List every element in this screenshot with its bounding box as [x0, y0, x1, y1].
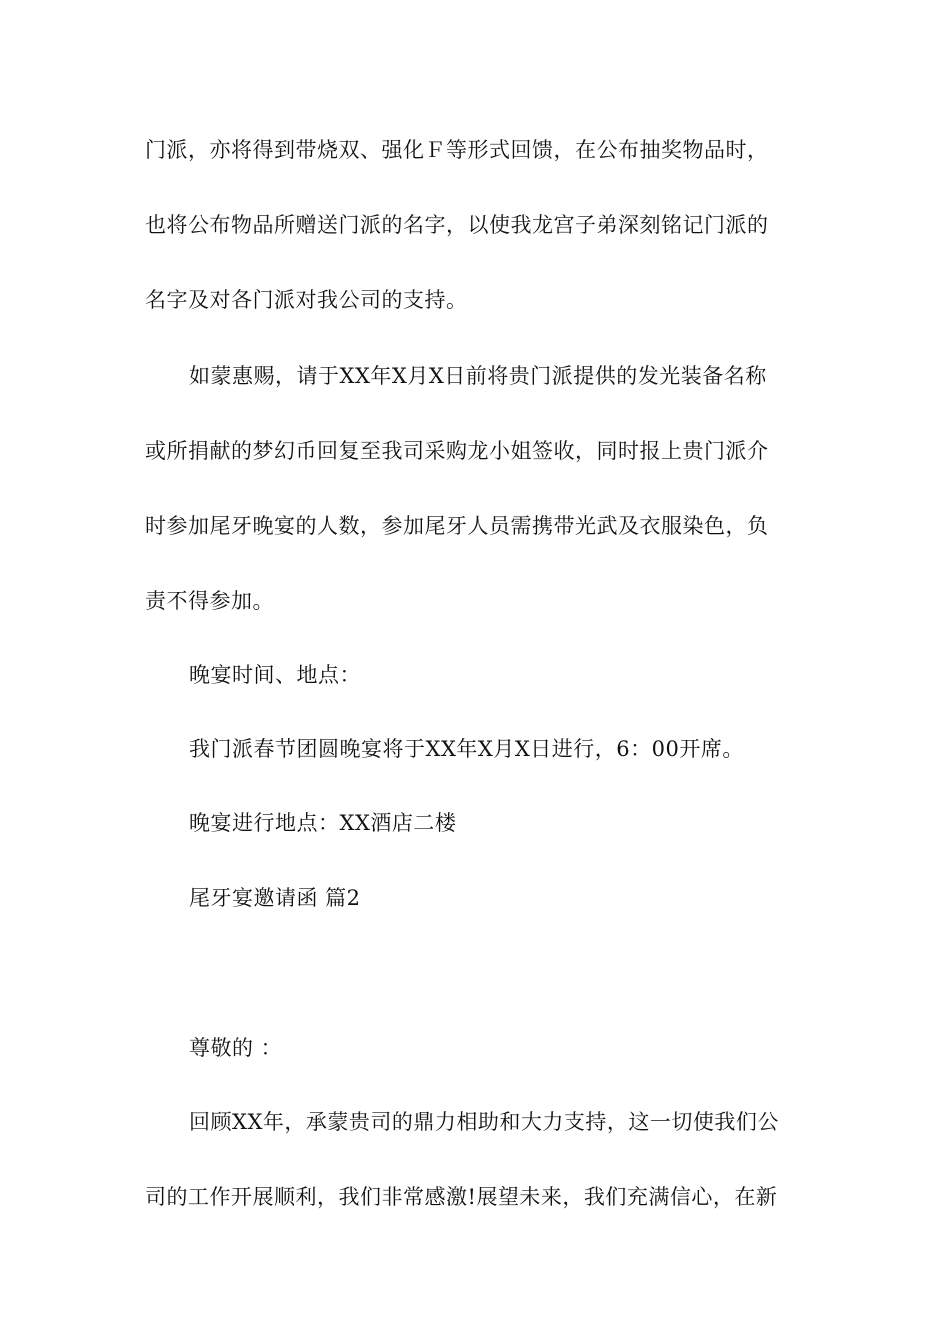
salutation-line: 尊敬的 ：: [189, 1036, 283, 1060]
banquet-time-line: 我门派春节团圆晚宴将于XX年X月X日进行，6：00开席。: [189, 737, 744, 761]
paragraph-line-4: 如蒙惠赐，请于XX年X月X日前将贵门派提供的发光装备名称: [189, 364, 767, 388]
section-heading-part2: 尾牙宴邀请函 篇2: [189, 886, 361, 910]
paragraph-line-5: 或所捐献的梦幻币回复至我司采购龙小姐签收，同时报上贵门派介: [145, 439, 769, 463]
paragraph-line-6: 时参加尾牙晚宴的人数，参加尾牙人员需携带光武及衣服染色，负: [145, 514, 769, 538]
paragraph-line-3: 名字及对各门派对我公司的支持。: [145, 288, 468, 312]
paragraph-line-13: 回顾XX年，承蒙贵司的鼎力相助和大力支持，这一切使我们公: [189, 1110, 779, 1134]
paragraph-line-14: 司的工作开展顺利，我们非常感激!展望未来，我们充满信心，在新: [145, 1185, 778, 1209]
paragraph-line-1: 门派，亦将得到带烧双、强化Ｆ等形式回馈，在公布抽奖物品时，: [145, 138, 769, 162]
paragraph-line-2: 也将公布物品所赠送门派的名字，以使我龙宫子弟深刻铭记门派的: [145, 213, 769, 237]
banquet-place-line: 晚宴进行地点：XX酒店二楼: [189, 811, 457, 835]
section-label-time-place: 晚宴时间、地点：: [189, 663, 361, 687]
paragraph-line-7: 责不得参加。: [145, 589, 274, 613]
